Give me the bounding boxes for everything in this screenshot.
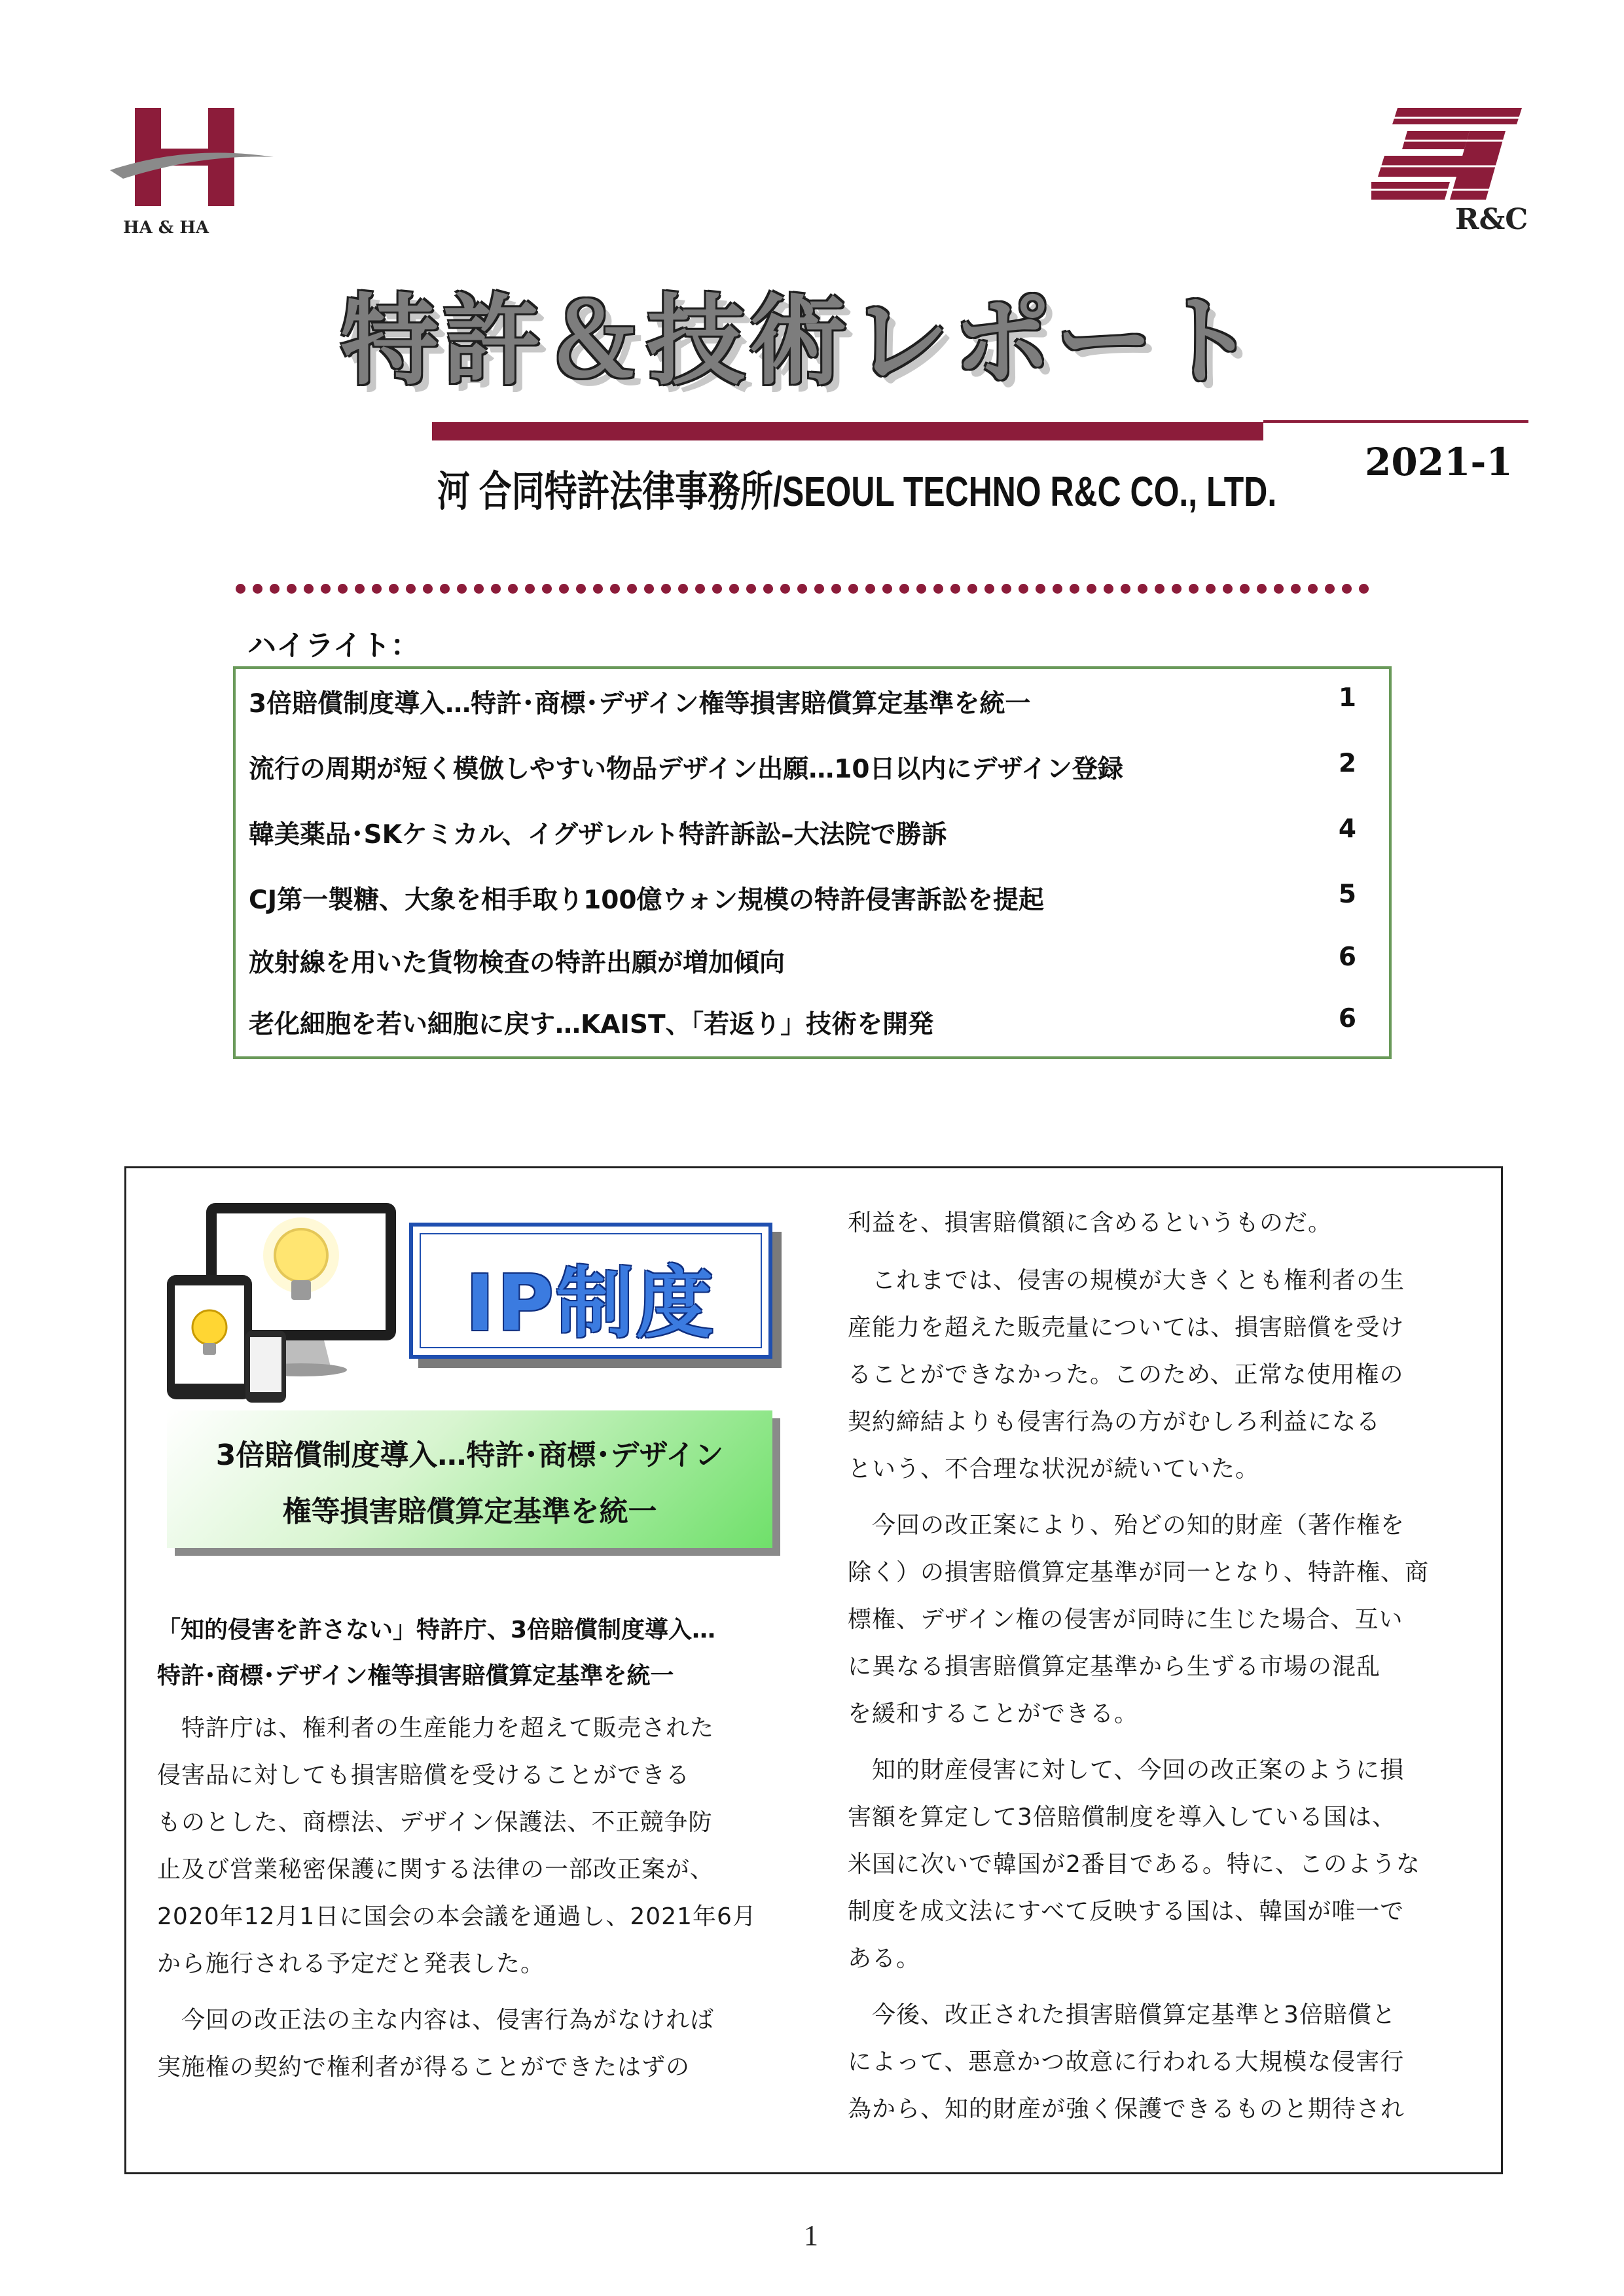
highlights-table [233, 666, 1392, 1059]
divider-dot [1223, 584, 1233, 594]
divider-dot [270, 584, 280, 594]
divider-dot [491, 584, 501, 594]
devices-lightbulb-icon [167, 1203, 403, 1406]
divider-dot [321, 584, 331, 594]
body-line: 今回の改正案により、殆どの知的財産（著作権を [848, 1512, 1405, 1539]
body-line: 今回の改正法の主な内容は、侵害行為がなければ [157, 2007, 715, 2034]
highlight-title: 韓美薬品･SKケミカル、イグザレルト特許訴訟–大法院で勝訴 [249, 820, 947, 850]
highlight-title: 3倍賠償制度導入…特許･商標･デザイン権等損害賠償算定基準を統一 [249, 689, 1031, 719]
body-line: 今後、改正された損害賠償算定基準と3倍賠償と [848, 2001, 1396, 2028]
body-line: 利益を、損害賠償額に含めるというものだ。 [848, 1210, 1333, 1236]
divider-dot [525, 584, 535, 594]
divider-dot [814, 584, 824, 594]
body-line: 侵害品に対しても損害賠償を受けることができる [157, 1762, 691, 1789]
divider-dot [644, 584, 654, 594]
highlight-row[interactable] [249, 804, 1356, 856]
divider-dot [440, 584, 450, 594]
divider-dot [338, 584, 348, 594]
highlight-title: 老化細胞を若い細胞に戻す…KAIST、「若返り」技術を開発 [249, 1010, 934, 1039]
divider-dot [661, 584, 671, 594]
divider-dot [1104, 584, 1113, 594]
body-line: 止及び営業秘密保護に関する法律の一部改正案が、 [157, 1856, 715, 1883]
divider-dot [423, 584, 433, 594]
divider-dot [763, 584, 773, 594]
divider-dot [559, 584, 569, 594]
ip-system-label: IP制度 [465, 1258, 716, 1348]
issue-number: 2021-1 [1365, 440, 1513, 484]
body-line: に異なる損害賠償算定基準から生ずる市場の混乱 [848, 1653, 1381, 1680]
divider-dot [1308, 584, 1318, 594]
highlight-row[interactable] [249, 869, 1356, 922]
report-title: 特許＆技術レポート [340, 285, 1260, 399]
body-line: によって、悪意かつ故意に行われる大規模な侵害行 [848, 2049, 1405, 2075]
body-line: ものとした、商標法、デザイン保護法、不正競争防 [157, 1809, 713, 1836]
right-logo-caption: R&C [1455, 203, 1528, 236]
highlight-page: 4 [1338, 814, 1356, 844]
body-line: 実施権の契約で権利者が得ることができたはずの [157, 2054, 691, 2081]
divider-dot [406, 584, 416, 594]
article-subhead-line-2: 特許･商標･デザイン権等損害賠償算定基準を統一 [157, 1662, 674, 1689]
highlight-title: CJ第一製糖、大象を相手取り100億ウォン規模の特許侵害訴訟を提起 [249, 886, 1044, 915]
divider-dot [984, 584, 994, 594]
divider-dot [1155, 584, 1164, 594]
divider-dot [916, 584, 926, 594]
divider-dot [1172, 584, 1182, 594]
divider-dot [1189, 584, 1199, 594]
divider-dot [236, 584, 245, 594]
divider-dot [1359, 584, 1369, 594]
divider-dot [542, 584, 552, 594]
highlight-title: 流行の周期が短く模倣しやすい物品デザイン出願…10日以内にデザイン登録 [249, 755, 1123, 784]
divider-dot [797, 584, 807, 594]
divider-dot [372, 584, 382, 594]
divider-dot [1342, 584, 1352, 594]
divider-dot [576, 584, 586, 594]
divider-dot [678, 584, 688, 594]
ha-and-ha-logo [110, 108, 280, 245]
divider-dot [1001, 584, 1011, 594]
article-headline [167, 1410, 772, 1548]
divider-dot [746, 584, 756, 594]
divider-dot [457, 584, 467, 594]
highlight-title: 放射線を用いた貨物検査の特許出願が増加傾向 [249, 948, 785, 978]
divider-dot [882, 584, 892, 594]
divider-dot [1087, 584, 1096, 594]
divider-dot [1240, 584, 1250, 594]
body-line: 特許庁は、権利者の生産能力を超えて販売された [157, 1715, 715, 1742]
divider-dot [1325, 584, 1335, 594]
title-underline-thin [1263, 420, 1528, 423]
body-line: 知的財産侵害に対して、今回の改正案のように損 [848, 1757, 1405, 1784]
divider-dot [780, 584, 790, 594]
left-logo-caption: HA & HA [123, 218, 209, 238]
divider-dot [287, 584, 297, 594]
page-number: 1 [804, 2219, 818, 2251]
body-line: 除く）の損害賠償算定基準が同一となり、特許権、商 [848, 1559, 1430, 1586]
divider-dot [1070, 584, 1079, 594]
divider-dot [848, 584, 858, 594]
divider-dot [1274, 584, 1284, 594]
highlight-row[interactable] [249, 738, 1356, 791]
divider-dot [712, 584, 722, 594]
highlight-row[interactable] [249, 673, 1356, 725]
body-line: 為から、知的財産が強く保護できるものと期待され [848, 2096, 1405, 2123]
divider-dot [967, 584, 977, 594]
body-line: から施行される予定だと発表した。 [157, 1950, 545, 1977]
body-line: 契約締結よりも侵害行為の方がむしろ利益になる [848, 1408, 1381, 1435]
divider-dot [899, 584, 909, 594]
divider-dot [253, 584, 262, 594]
highlight-page: 5 [1338, 880, 1356, 909]
divider-dot [610, 584, 620, 594]
divider-dot [729, 584, 739, 594]
body-line: 米国に次いで韓国が2番目である。特に、このような [848, 1851, 1420, 1878]
title-underline-bar [432, 422, 1263, 440]
highlight-row[interactable] [249, 994, 1356, 1046]
divider-dot [695, 584, 705, 594]
ip-system-badge [409, 1223, 772, 1359]
divider-dot [933, 584, 943, 594]
divider-dot [1019, 584, 1028, 594]
divider-dot [508, 584, 518, 594]
highlight-page: 6 [1338, 1004, 1356, 1033]
divider-dot [1036, 584, 1045, 594]
highlight-page: 2 [1338, 749, 1356, 778]
body-line: 標権、デザイン権の侵害が同時に生じた場合、互い [848, 1606, 1403, 1633]
highlight-row[interactable] [249, 932, 1356, 984]
body-line: ある。 [848, 1945, 921, 1972]
highlight-page: 6 [1338, 942, 1356, 972]
divider-dot [865, 584, 875, 594]
seoul-techno-logo [1371, 105, 1528, 236]
body-line: という、不合理な状況が続いていた。 [848, 1456, 1260, 1482]
divider-dot [389, 584, 399, 594]
body-line: 害額を算定して3倍賠償制度を導入している国は、 [848, 1804, 1396, 1831]
divider-dot [627, 584, 637, 594]
body-line: これまでは、侵害の規模が大きくとも権利者の生 [848, 1267, 1405, 1294]
divider-dot [1121, 584, 1130, 594]
dotted-divider [236, 584, 1388, 597]
body-line: 2020年12月1日に国会の本会議を通過し、2021年6月 [157, 1903, 757, 1930]
divider-dot [304, 584, 314, 594]
divider-dot [1053, 584, 1062, 594]
body-line: 産能力を超えた販売量については、損害賠償を受け [848, 1314, 1405, 1341]
divider-dot [1138, 584, 1147, 594]
divider-dot [831, 584, 841, 594]
highlights-label: ハイライト： [247, 629, 420, 662]
divider-dot [593, 584, 603, 594]
divider-dot [474, 584, 484, 594]
highlight-page: 1 [1338, 683, 1356, 713]
divider-dot [1206, 584, 1216, 594]
firm-name: 河 合同特許法律事務所/SEOUL TECHNO R&C CO., LTD. [437, 468, 1277, 515]
article-subhead-line-1: 「知的侵害を許さない」特許庁、3倍賠償制度導入… [157, 1617, 716, 1643]
body-line: ることができなかった。このため、正常な使用権の [848, 1361, 1404, 1388]
headline-line-1: 3倍賠償制度導入…特許･商標･デザイン [215, 1439, 724, 1472]
body-line: を緩和することができる。 [848, 1700, 1139, 1727]
divider-dot [355, 584, 365, 594]
divider-dot [1257, 584, 1267, 594]
body-line: 制度を成文法にすべて反映する国は、韓国が唯一で [848, 1898, 1405, 1925]
headline-line-2: 権等損害賠償算定基準を統一 [282, 1495, 657, 1528]
divider-dot [1291, 584, 1301, 594]
divider-dot [950, 584, 960, 594]
